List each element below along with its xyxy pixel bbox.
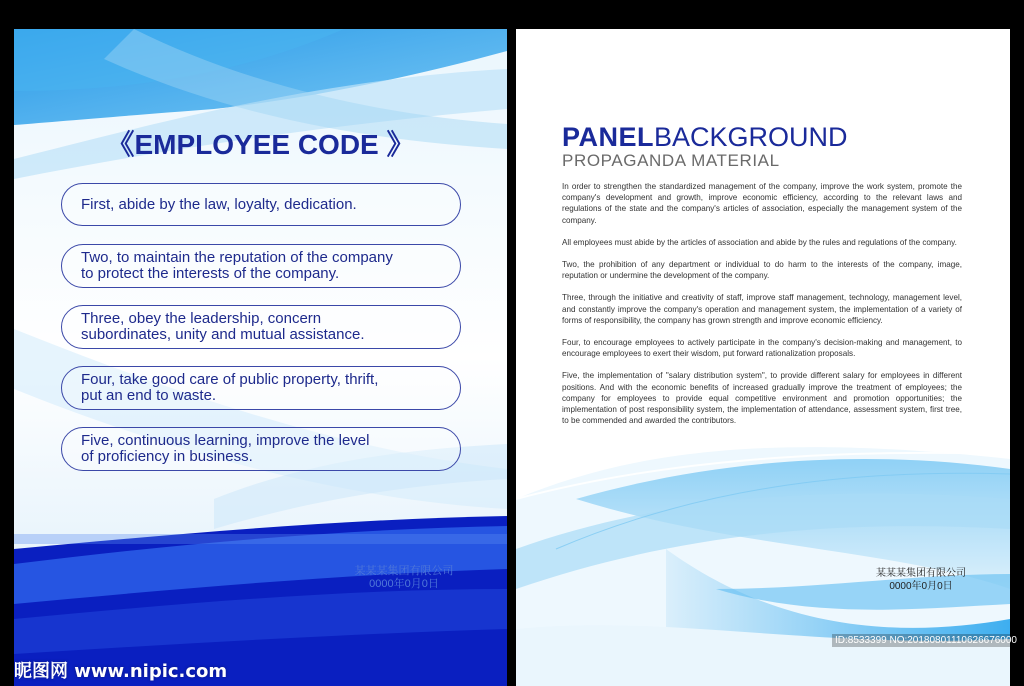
- panel-title-light: BACKGROUND: [654, 122, 848, 152]
- code-item-1: [61, 183, 461, 226]
- left-company-name: 某某某集团有限公司: [354, 565, 454, 577]
- panel-title: [562, 123, 848, 151]
- body-text: [562, 181, 962, 437]
- paragraph-3: Two, the prohibition of any department or individual to do harm to the interests of the company, image, reputation or undermine the development of the company.: [562, 260, 962, 281]
- code-item-4-line-1: Four, take good care of public property, thrift,: [81, 371, 379, 388]
- code-item-2: [61, 244, 461, 288]
- panel-subtitle: PROPAGANDA MATERIAL: [562, 151, 780, 170]
- paragraph-2: All employees must abide by the articles of association and abide by the rules and regulations of the company.: [562, 237, 957, 247]
- code-item-4: [61, 366, 461, 410]
- right-company-name: 某某某集团有限公司: [876, 568, 966, 579]
- image-id-text: ID:8533399 NO:20180801110626676000: [832, 634, 1020, 647]
- left-date: 0000年0月0日: [369, 578, 439, 590]
- right-company-block: [856, 567, 986, 593]
- code-item-5: [61, 427, 461, 471]
- paragraph-5: Four, to encourage employees to actively participate in the company's decision-making and management, to encourage employees to exert their wisdom, put forward rationalization proposals.: [562, 338, 962, 359]
- employee-code-panel: [14, 29, 507, 686]
- code-item-2-line-1: Two, to maintain the reputation of the company: [81, 249, 393, 266]
- code-item-3-line-1: Three, obey the leadership, concern: [81, 310, 322, 327]
- panel-title-bold: PANEL: [562, 122, 655, 152]
- code-item-3: [61, 305, 461, 349]
- site-watermark: 昵图网 www.nipic.com: [14, 661, 228, 682]
- employee-code-title: 《EMPLOYEE CODE 》: [106, 129, 415, 160]
- code-item-4-line-2: put an end to waste.: [81, 387, 217, 404]
- paragraph-1: In order to strengthen the standardized management of the company, improve the work system, promote the company's development and growth, improve economic efficiency, according to the relevant laws and regulations of the state and the company's articles of association, especially the management system of the company.: [562, 182, 962, 225]
- code-item-5-line-1: Five, continuous learning, improve the level: [81, 432, 370, 449]
- paragraph-6: Five, the implementation of "salary distribution system", to provide different salary for employees in different positions. And with the economic benefits of increased gradually improve the treatment of employees; the company for employees to provide equal competitive environment and promotion opportunities; the implementation of post responsibility system, the implementation of attendance, assessment system, first tree, to be commended and awarded the contributors.: [562, 371, 962, 426]
- code-item-2-line-2: to protect the interests of the company.: [81, 265, 340, 282]
- paragraph-4: Three, through the initiative and creativity of staff, improve staff management, technology, management level, and constantly improve the company's operation and management system, the implementation of a variety of forms of responsibility, the company has grown strength and improve economic efficiency.: [562, 293, 962, 325]
- code-item-3-line-2: subordinates, unity and mutual assistance.: [81, 326, 365, 343]
- left-company-block: [344, 565, 464, 591]
- code-item-1-line-1: First, abide by the law, loyalty, dedication.: [81, 195, 357, 213]
- code-item-5-line-2: of proficiency in business.: [81, 448, 253, 465]
- panel-background-page: [516, 29, 1010, 686]
- right-date: 0000年0月0日: [889, 581, 953, 592]
